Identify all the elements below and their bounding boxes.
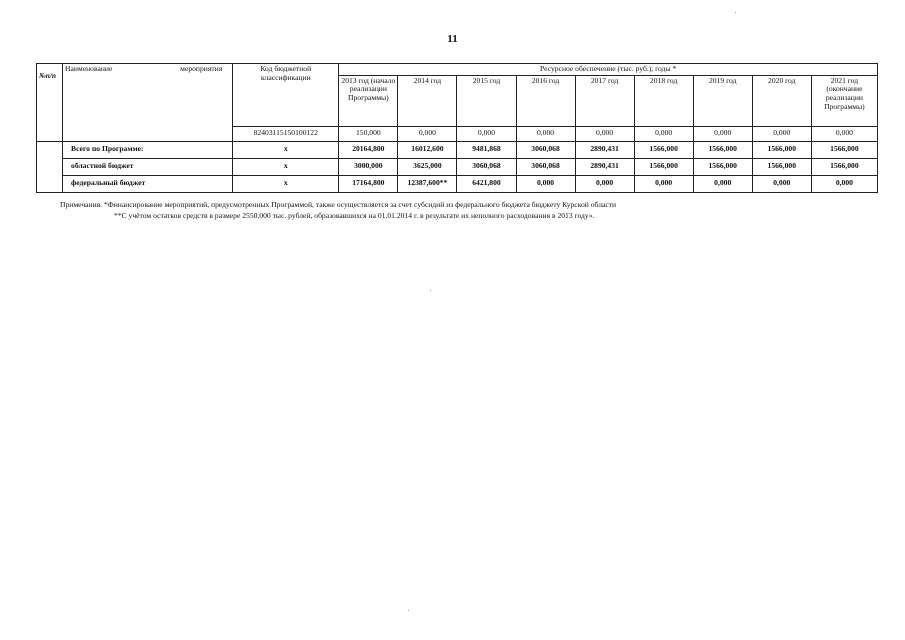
value-cell: 1566,000 — [811, 158, 877, 175]
budget-code-cell: 82403115150100122 — [233, 126, 339, 141]
value-cell: 0,000 — [752, 175, 811, 192]
value-cell: 3060,068 — [457, 158, 516, 175]
year-header: 2018 год — [634, 75, 693, 126]
year-header: 2013 год (начало реализации Программы) — [339, 75, 398, 126]
header-name-left: Наименование — [65, 64, 113, 73]
year-header: 2019 год — [693, 75, 752, 126]
value-cell: 1566,000 — [752, 158, 811, 175]
value-cell: 0,000 — [398, 126, 457, 141]
num-cell — [37, 141, 63, 192]
scan-speck — [735, 12, 736, 13]
value-cell: 0,000 — [457, 126, 516, 141]
value-cell: 12387,600** — [398, 175, 457, 192]
table-row-total — [37, 141, 878, 158]
value-cell: 3625,000 — [398, 158, 457, 175]
value-cell: 1566,000 — [752, 141, 811, 158]
value-cell: 0,000 — [516, 126, 575, 141]
value-cell: 1566,000 — [634, 141, 693, 158]
year-header: 2016 год — [516, 75, 575, 126]
value-cell: 150,000 — [339, 126, 398, 141]
scan-speck — [408, 610, 409, 611]
value-cell: 17164,800 — [339, 175, 398, 192]
row-code: х — [233, 141, 339, 158]
header-code: Код бюджетной классификации — [233, 64, 339, 127]
table-row-federal — [37, 175, 878, 192]
value-cell: 0,000 — [811, 126, 877, 141]
value-cell: 0,000 — [752, 126, 811, 141]
header-resources: Ресурсное обеспечение (тыс. руб.), годы * — [339, 64, 878, 76]
value-cell: 16012,600 — [398, 141, 457, 158]
resources-table-container — [36, 63, 878, 193]
row-code: х — [233, 158, 339, 175]
value-cell: 1566,000 — [693, 158, 752, 175]
year-header: 2020 год — [752, 75, 811, 126]
value-cell: 6421,800 — [457, 175, 516, 192]
value-cell: 0,000 — [634, 175, 693, 192]
value-cell: 0,000 — [575, 175, 634, 192]
year-header: 2021 год (окончание реализации Программы) — [811, 75, 877, 126]
value-cell: 0,000 — [575, 126, 634, 141]
year-header: 2015 год — [457, 75, 516, 126]
header-name — [63, 64, 233, 142]
value-cell: 1566,000 — [693, 141, 752, 158]
row-label: федеральный бюджет — [63, 175, 233, 192]
row-code: х — [233, 175, 339, 192]
scan-speck — [430, 290, 431, 291]
value-cell: 2890,431 — [575, 141, 634, 158]
header-num: №п/п — [37, 64, 63, 142]
year-header: 2014 год — [398, 75, 457, 126]
value-cell: 1566,000 — [811, 141, 877, 158]
value-cell: 0,000 — [693, 126, 752, 141]
value-cell: 1566,000 — [634, 158, 693, 175]
table-row-regional — [37, 158, 878, 175]
value-cell: 9481,868 — [457, 141, 516, 158]
note-2: **С учётом остатков средств в размере 2550,000 тыс. рублей, образовавшихся на 01.01.2014 г. в результате их неполного расходования в 2013 году». — [114, 211, 595, 220]
page-number: 11 — [447, 33, 458, 45]
header-name-right: мероприятия — [180, 64, 223, 73]
value-cell: 0,000 — [811, 175, 877, 192]
row-label: областной бюджет — [63, 158, 233, 175]
value-cell: 0,000 — [634, 126, 693, 141]
row-label: Всего по Программе: — [63, 141, 233, 158]
value-cell: 3000,000 — [339, 158, 398, 175]
resources-table — [36, 63, 878, 193]
value-cell: 3060,068 — [516, 141, 575, 158]
value-cell: 3060,068 — [516, 158, 575, 175]
year-header: 2017 год — [575, 75, 634, 126]
note-1: Примечания. *Финансирование мероприятий, предусмотренных Программой, также осуществляется за счет субсидий из федерального бюджета бюджету Курской области — [60, 200, 617, 209]
notes — [60, 199, 616, 221]
value-cell: 2890,431 — [575, 158, 634, 175]
value-cell: 0,000 — [693, 175, 752, 192]
value-cell: 0,000 — [516, 175, 575, 192]
value-cell: 20164,800 — [339, 141, 398, 158]
